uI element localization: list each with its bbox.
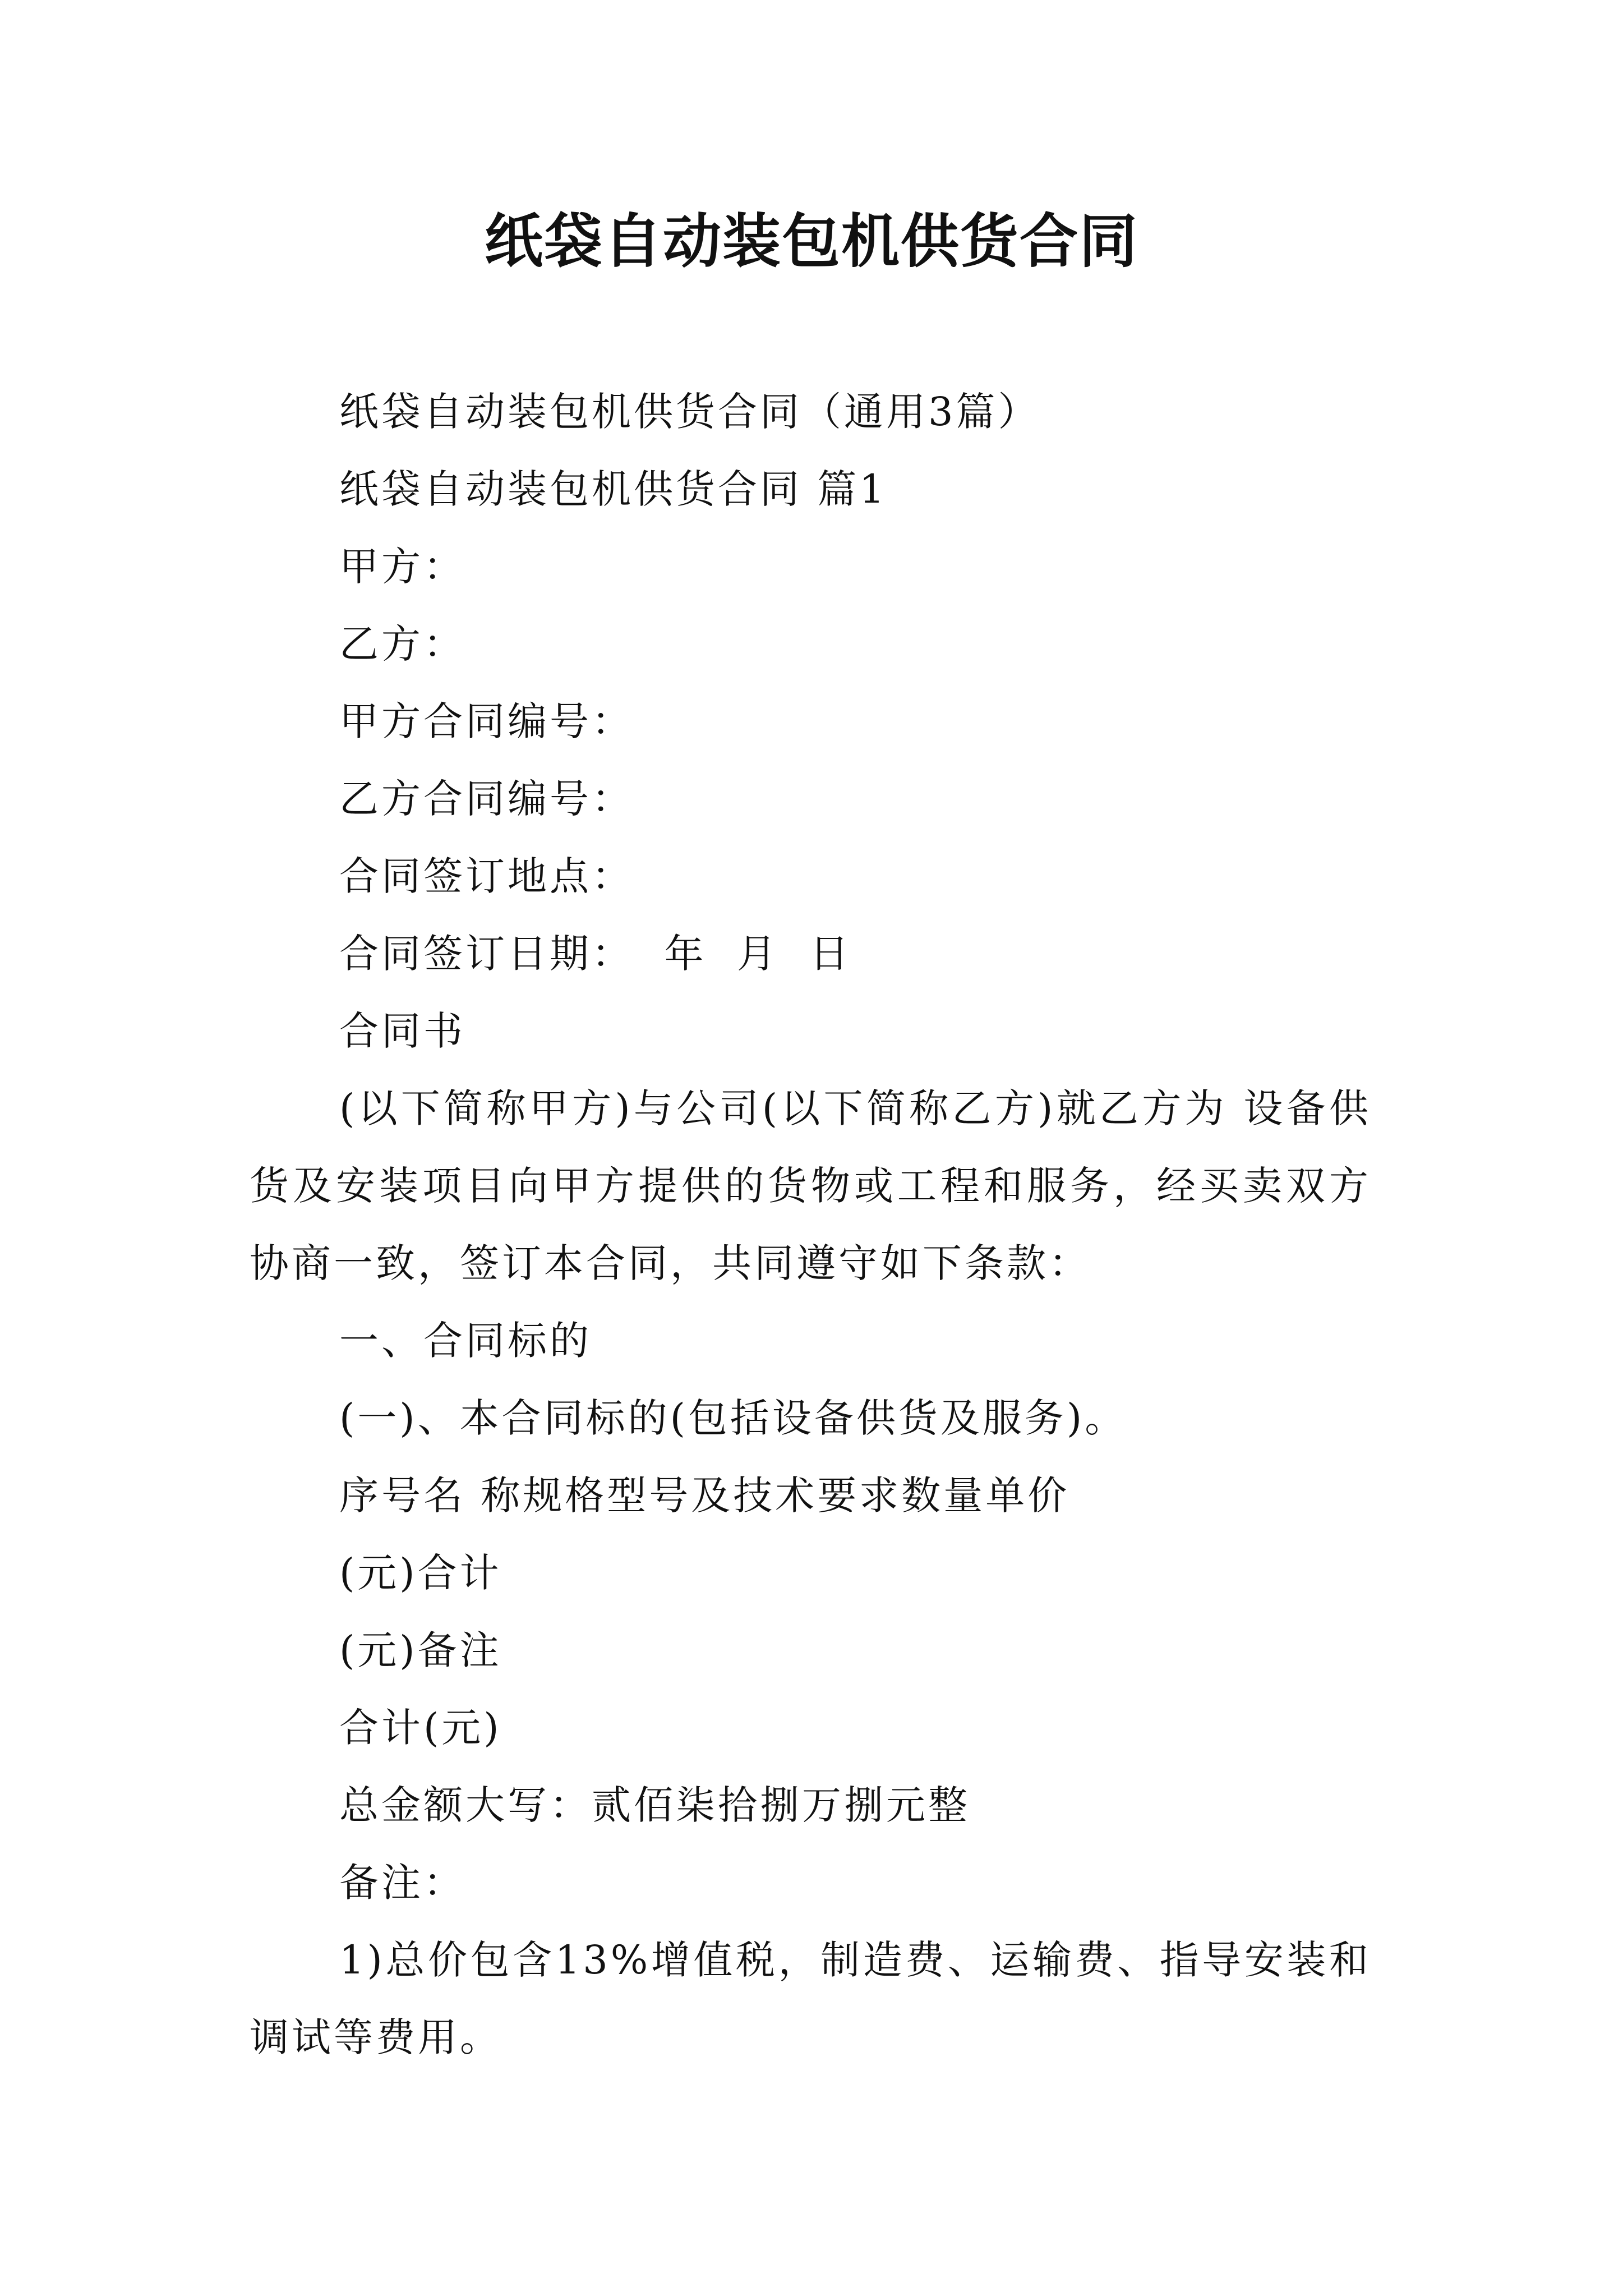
total-amount-in-words: 总金额大写：贰佰柒拾捌万捌元整 xyxy=(339,1782,970,1828)
table-total-row: 合计(元) xyxy=(339,1705,502,1751)
table-header-remarks: (元)备注 xyxy=(339,1627,502,1673)
table-header-line: 序号名 称规格型号及技术要求数量单价 xyxy=(339,1473,1070,1519)
section-heading-subject: 一、合同标的 xyxy=(339,1318,592,1364)
intro-paragraph: (以下简称甲方)与公司(以下简称乙方)就乙方为 设备供货及安装项目向甲方提供的货物或工程和服务，经买卖双方协商一致，签订本合同，共同遵守如下条款： xyxy=(250,1085,1371,1286)
party-b-contract-number-field: 乙方合同编号： xyxy=(339,776,634,822)
party-a-field: 甲方： xyxy=(339,544,465,590)
party-b-field: 乙方： xyxy=(339,621,465,667)
contract-book-heading: 合同书 xyxy=(339,1008,465,1054)
remarks-heading: 备注： xyxy=(339,1860,465,1906)
signing-place-field: 合同签订地点： xyxy=(339,853,634,899)
document-body xyxy=(250,373,1371,2076)
document-title: 纸袋自动装包机供货合同 xyxy=(484,206,1138,275)
table-header-total: (元)合计 xyxy=(339,1550,502,1596)
party-a-contract-number-field: 甲方合同编号： xyxy=(339,698,634,744)
signing-date-field: 合同签订日期： 年 月 日 xyxy=(339,931,852,977)
subsection-heading: (一)、本合同标的(包括设备供货及服务)。 xyxy=(339,1395,1127,1441)
remark-item-1: 1)总价包含13%增值税，制造费、运输费、指导安装和调试等费用。 xyxy=(250,1937,1371,2060)
article-heading: 纸袋自动装包机供货合同 篇1 xyxy=(339,466,887,512)
subtitle-line: 纸袋自动装包机供货合同（通用3篇） xyxy=(339,389,1040,435)
